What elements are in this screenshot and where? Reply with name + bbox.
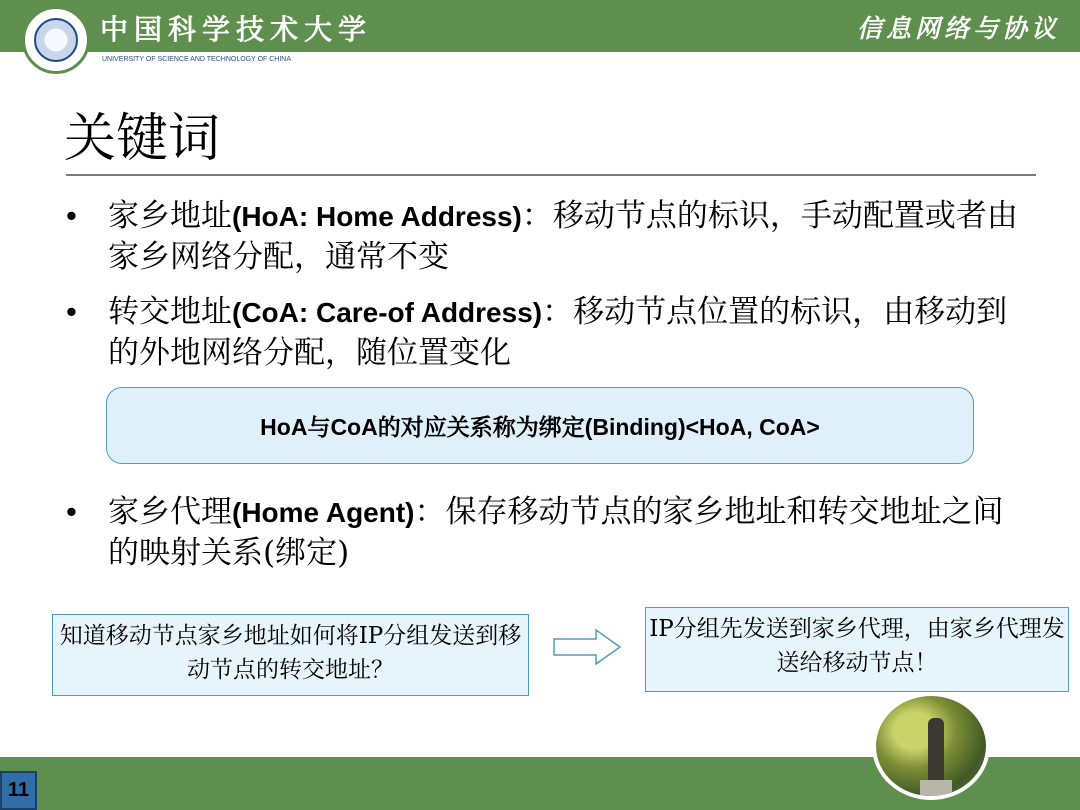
bullet-term: 家乡代理 (108, 494, 232, 530)
bullet-coa (66, 292, 1026, 373)
right-arrow-icon (552, 628, 622, 666)
course-title: 信息网络与协议 (856, 14, 1060, 43)
bullet-dot: • (66, 294, 77, 329)
bullet-description: ：保存移动节点的家乡地址和转交地址之间的映射关系(绑定) (108, 494, 1004, 571)
bullet-term-en: (Home Agent) (232, 497, 415, 528)
university-name-cn: 中国科学技术大学 (100, 13, 373, 46)
title-divider (66, 174, 1036, 176)
slide-title: 关键词 (64, 109, 221, 169)
bullet-description: ：移动节点的标识，手动配置或者由家乡网络分配，通常不变 (108, 198, 1018, 275)
bullet-description: ：移动节点位置的标识，由移动到的外地网络分配，随位置变化 (108, 294, 1008, 371)
university-name-en: UNIVERSITY OF SCIENCE AND TECHNOLOGY OF CHINA (102, 56, 292, 63)
bullet-term: 家乡地址 (108, 198, 232, 234)
bullet-dot: • (66, 198, 77, 233)
bullet-hoa (66, 196, 1026, 277)
statue-photo (872, 692, 990, 800)
answer-box: IP分组先发送到家乡代理，由家乡代理发送给移动节点！ (645, 607, 1069, 692)
bullet-dot: • (66, 494, 77, 529)
university-logo (22, 2, 373, 68)
bullet-term-en: (CoA: Care-of Address) (232, 297, 543, 328)
page-number: 11 (0, 771, 37, 810)
question-box: 知道移动节点家乡地址如何将IP分组发送到移动节点的转交地址？ (52, 614, 529, 696)
bullet-home-agent (66, 492, 1026, 573)
university-seal-icon (22, 6, 90, 74)
binding-callout: HoA与CoA的对应关系称为绑定(Binding)<HoA, CoA> (106, 387, 974, 464)
bullet-term-en: (HoA: Home Address) (232, 201, 522, 232)
bullet-term: 转交地址 (108, 294, 232, 330)
